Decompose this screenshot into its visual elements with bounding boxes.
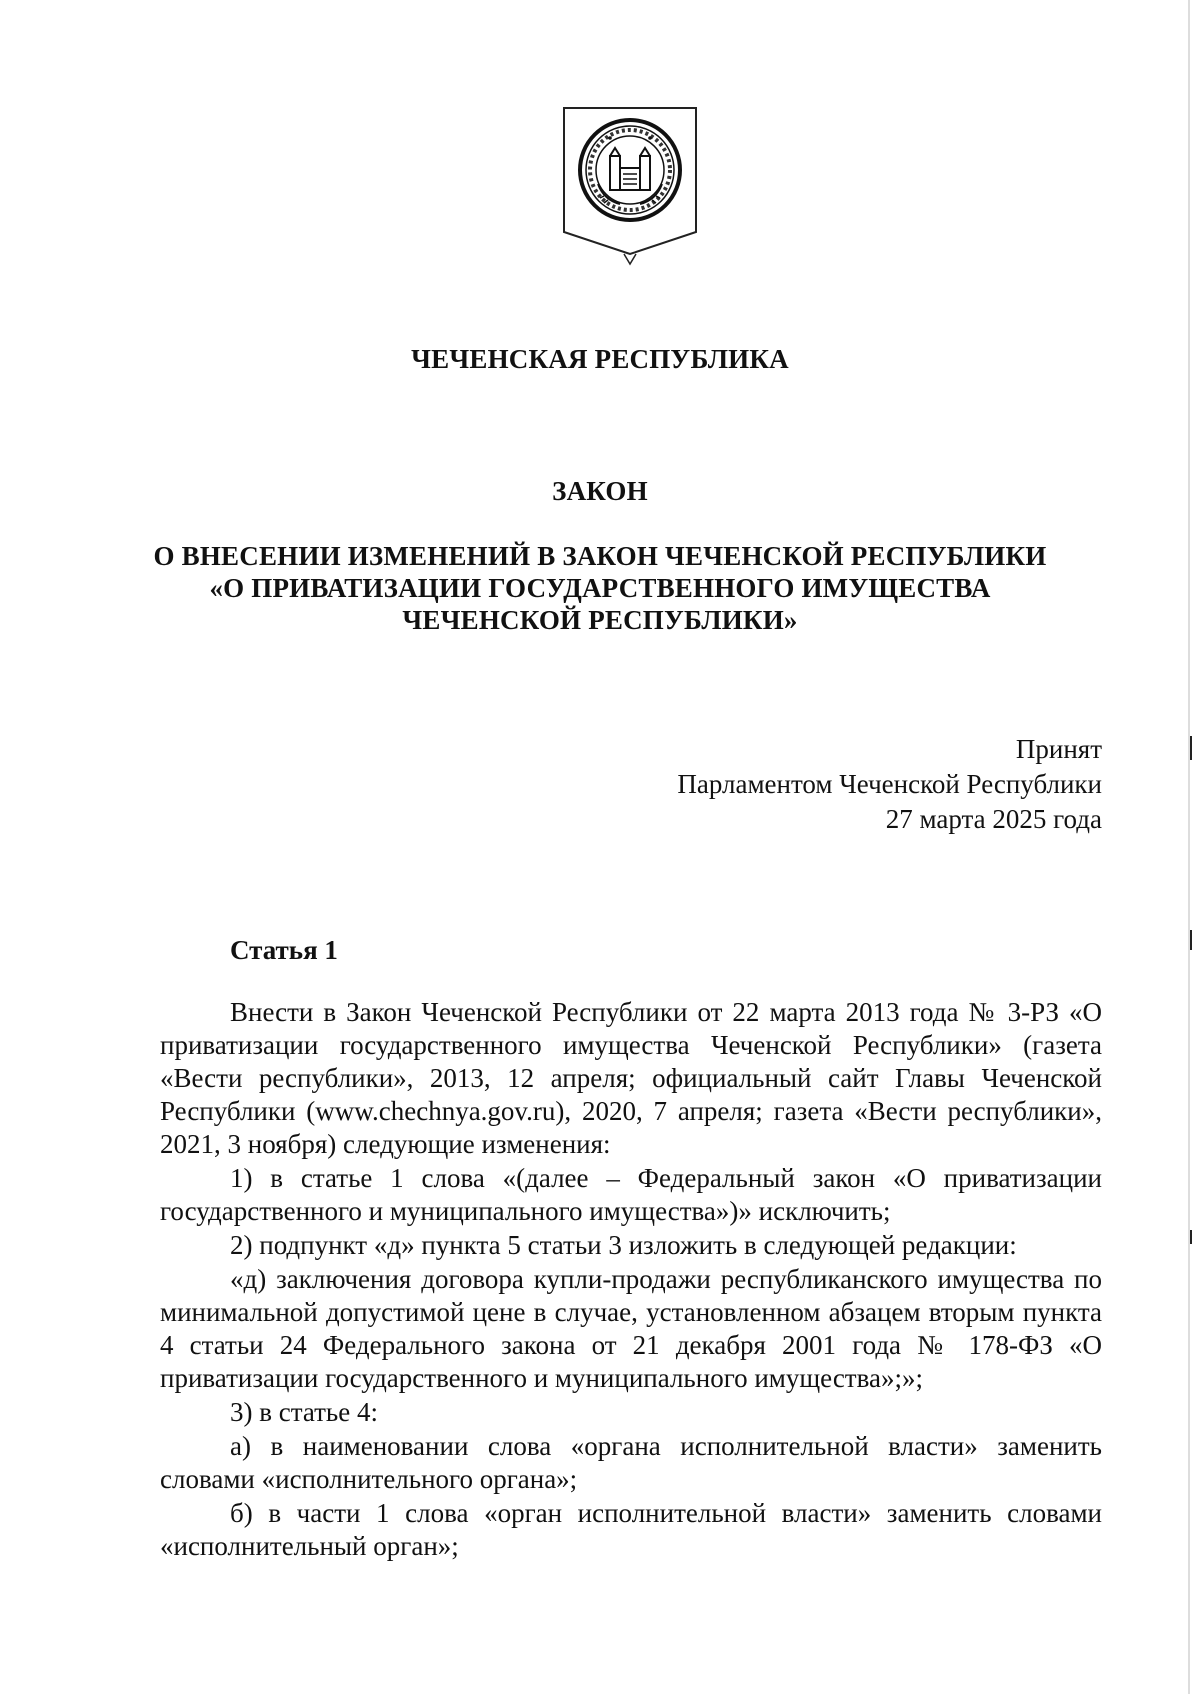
article-body: [160, 996, 1102, 1564]
adoption-line: Принят: [1015, 734, 1102, 764]
scan-edge-mark: [1188, 0, 1190, 1694]
adoption-line: Парламентом Чеченской Республики: [677, 769, 1102, 799]
law-title: [0, 540, 1200, 636]
paragraph: «д) заключения договора купли-продажи республиканского имущества по минимальной допустимой цене в случае, установленном абзацем вторым пункта 4 статьи 24 Федерального закона от 21 декабря 2001 года № 178-ФЗ «О приватизации государственного и муниципального имущества»;»;: [160, 1264, 1102, 1393]
paragraph: 1) в статье 1 слова «(далее – Федеральный закон «О приватизации государственного и муниципального имущества»)» исключить;: [160, 1163, 1102, 1226]
republic-heading: ЧЕЧЕНСКАЯ РЕСПУБЛИКА: [411, 344, 789, 374]
paragraph: 3) в статье 4:: [230, 1397, 378, 1427]
law-title-line: ЧЕЧЕНСКОЙ РЕСПУБЛИКИ»: [402, 605, 798, 635]
law-title-line: О ВНЕСЕНИИ ИЗМЕНЕНИЙ В ЗАКОН ЧЕЧЕНСКОЙ РЕСПУБЛИКИ: [153, 541, 1047, 571]
scan-edge-mark: [1190, 930, 1192, 950]
law-title-line: «О ПРИВАТИЗАЦИИ ГОСУДАРСТВЕННОГО ИМУЩЕСТВА: [209, 573, 991, 603]
scan-edge-mark: [1190, 1230, 1192, 1244]
article-title: Статья 1: [230, 935, 338, 965]
adoption-date: 27 марта 2025 года: [885, 804, 1102, 834]
paragraph: Внести в Закон Чеченской Республики от 22 марта 2013 года № 3-РЗ «О приватизации государственного имущества Чеченской Республики» (газета «Вести республики», 2013, 12 апреля; официальный сайт Главы Чеченской Республики (www.chechnya.gov.ru), 2020, 7 апреля; газета «Вести республики», 2021, 3 ноября) следующие изменения:: [160, 997, 1102, 1159]
paragraph: б) в части 1 слова «орган исполнительной власти» заменить словами «исполнительный орган»;: [160, 1498, 1102, 1561]
paragraph: а) в наименовании слова «органа исполнительной власти» заменить словами «исполнительного органа»;: [160, 1431, 1102, 1494]
chechen-coat-of-arms-icon: [560, 104, 700, 272]
document-type-heading: ЗАКОН: [552, 476, 648, 506]
scan-edge-mark: [1190, 736, 1192, 760]
adoption-info: [677, 732, 1102, 837]
paragraph: 2) подпункт «д» пункта 5 статьи 3 изложить в следующей редакции:: [230, 1230, 1017, 1260]
